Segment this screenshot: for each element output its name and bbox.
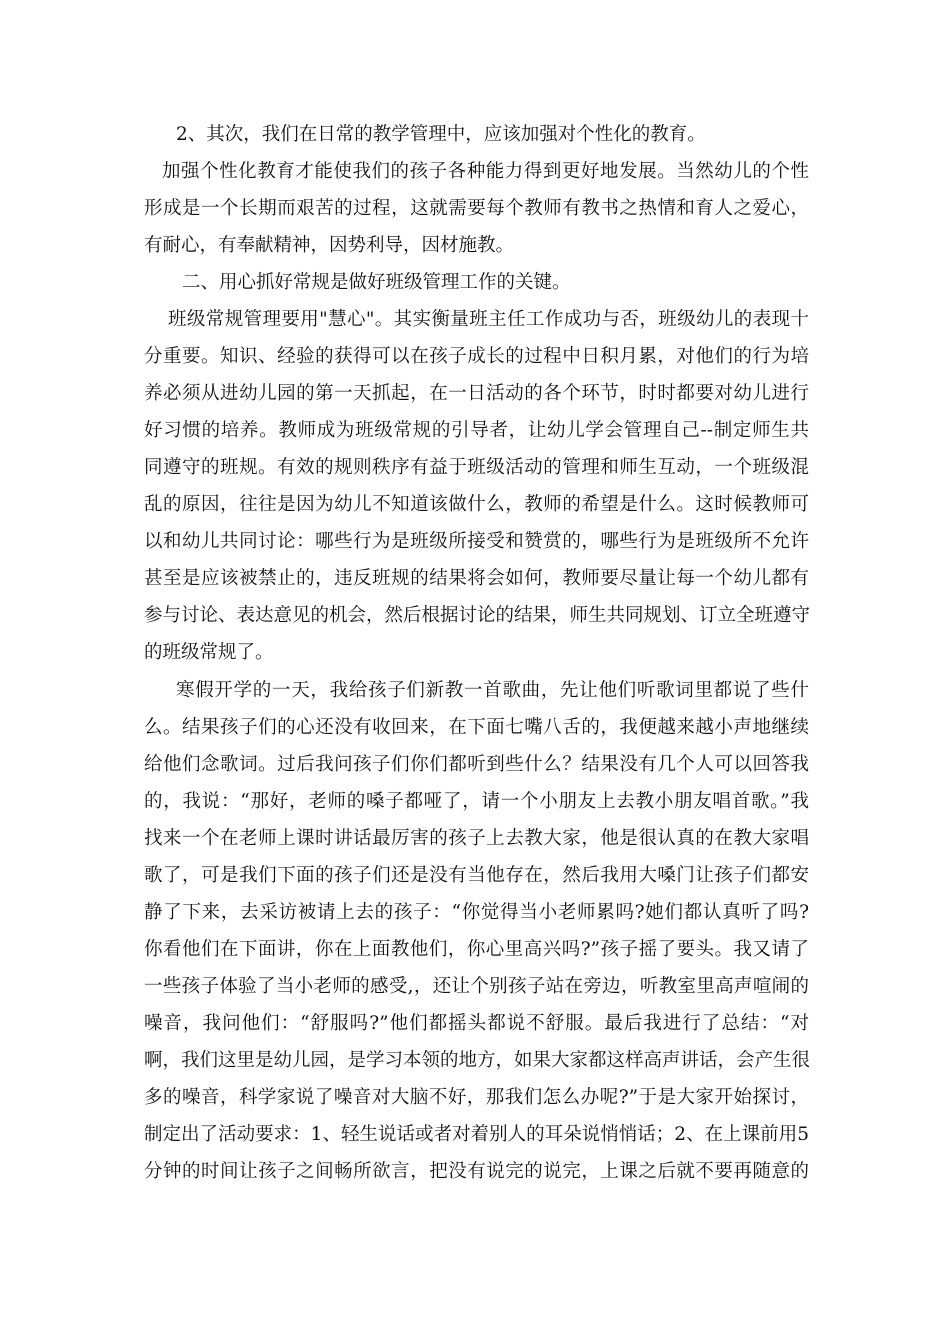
paragraph-line: 静了下来，去采访被请上去的孩子：“你觉得当小老师累吗?她们都认真听了吗? xyxy=(144,902,809,923)
paragraph-line: 加强个性化教育才能使我们的孩子各种能力得到更好地发展。当然幼儿的个性 xyxy=(162,161,809,182)
paragraph-line: 么。结果孩子们的心还没有收回来，在下面七嘴八舌的，我便越来越小声地继续 xyxy=(144,717,809,738)
paragraph-line: 分重要。知识、经验的获得可以在孩子成长的过程中日积月累，对他们的行为培 xyxy=(144,346,809,367)
paragraph-line: 以和幼儿共同讨论：哪些行为是班级所接受和赞赏的，哪些行为是班级所不允许 xyxy=(144,531,809,552)
paragraph-line: 找来一个在老师上课时讲话最厉害的孩子上去教大家，他是很认真的在教大家唱 xyxy=(144,828,809,849)
paragraph-line: 同遵守的班规。有效的规则秩序有益于班级活动的管理和师生互动，一个班级混 xyxy=(144,457,809,478)
paragraph-line: 一些孩子体验了当小老师的感受,，还让个别孩子站在旁边，听教室里高声喧闹的 xyxy=(144,976,809,997)
paragraph-line: 班级常规管理要用"慧心"。其实衡量班主任工作成功与否，班级幼儿的表现十 xyxy=(168,309,809,330)
section-heading: 二、用心抓好常规是做好班级管理工作的关键。 xyxy=(182,272,571,293)
paragraph-line: 好习惯的培养。教师成为班级常规的引导者，让幼儿学会管理自己--制定师生共 xyxy=(144,420,809,441)
paragraph-line: 歌了，可是我们下面的孩子们还是没有当他存在，然后我用大嗓门让孩子们都安 xyxy=(144,865,809,886)
paragraph-line: 制定出了活动要求：1、轻生说话或者对着别人的耳朵说悄悄话；2、在上课前用5 xyxy=(144,1124,809,1145)
paragraph-line: 多的噪音，科学家说了噪音对大脑不好，那我们怎么办呢?”于是大家开始探讨， xyxy=(144,1087,809,1108)
paragraph-line: 的班级常规了。 xyxy=(144,642,274,663)
paragraph-line: 啊，我们这里是幼儿园，是学习本领的地方，如果大家都这样高声讲话，会产生很 xyxy=(144,1050,811,1071)
paragraph-line: 给他们念歌词。过后我问孩子们你们都听到些什么？结果没有几个人可以回答我 xyxy=(144,754,809,775)
paragraph-line: 2、其次，我们在日常的教学管理中，应该加强对个性化的教育。 xyxy=(176,124,706,145)
paragraph-line: 你看他们在下面讲，你在上面教他们，你心里高兴吗?”孩子摇了要头。我又请了 xyxy=(144,939,809,960)
paragraph-line: 甚至是应该被禁止的，违反班规的结果将会如何，教师要尽量让每一个幼儿都有 xyxy=(144,568,809,589)
paragraph-line: 分钟的时间让孩子之间畅所欲言，把没有说完的说完，上课之后就不要再随意的 xyxy=(144,1161,809,1182)
paragraph-line: 乱的原因，往往是因为幼儿不知道该做什么，教师的希望是什么。这时候教师可 xyxy=(144,494,809,515)
paragraph-line: 形成是一个长期而艰苦的过程，这就需要每个教师有教书之热情和育人之爱心， xyxy=(144,198,809,219)
paragraph-line: 寒假开学的一天，我给孩子们新教一首歌曲，先让他们听歌词里都说了些什 xyxy=(176,680,809,701)
paragraph-line: 养必须从进幼儿园的第一天抓起，在一日活动的各个环节，时时都要对幼儿进行 xyxy=(144,383,809,404)
paragraph-line: 有耐心，有奉献精神，因势利导，因材施教。 xyxy=(144,235,515,256)
paragraph-line: 的，我说：“那好，老师的嗓子都哑了，请一个小朋友上去教小朋友唱首歌。”我 xyxy=(144,791,809,812)
paragraph-line: 噪音，我问他们：“舒服吗?”他们都摇头都说不舒服。最后我进行了总结：“对 xyxy=(144,1013,809,1034)
paragraph-line: 参与讨论、表达意见的机会，然后根据讨论的结果，师生共同规划、订立全班遵守 xyxy=(144,605,811,626)
